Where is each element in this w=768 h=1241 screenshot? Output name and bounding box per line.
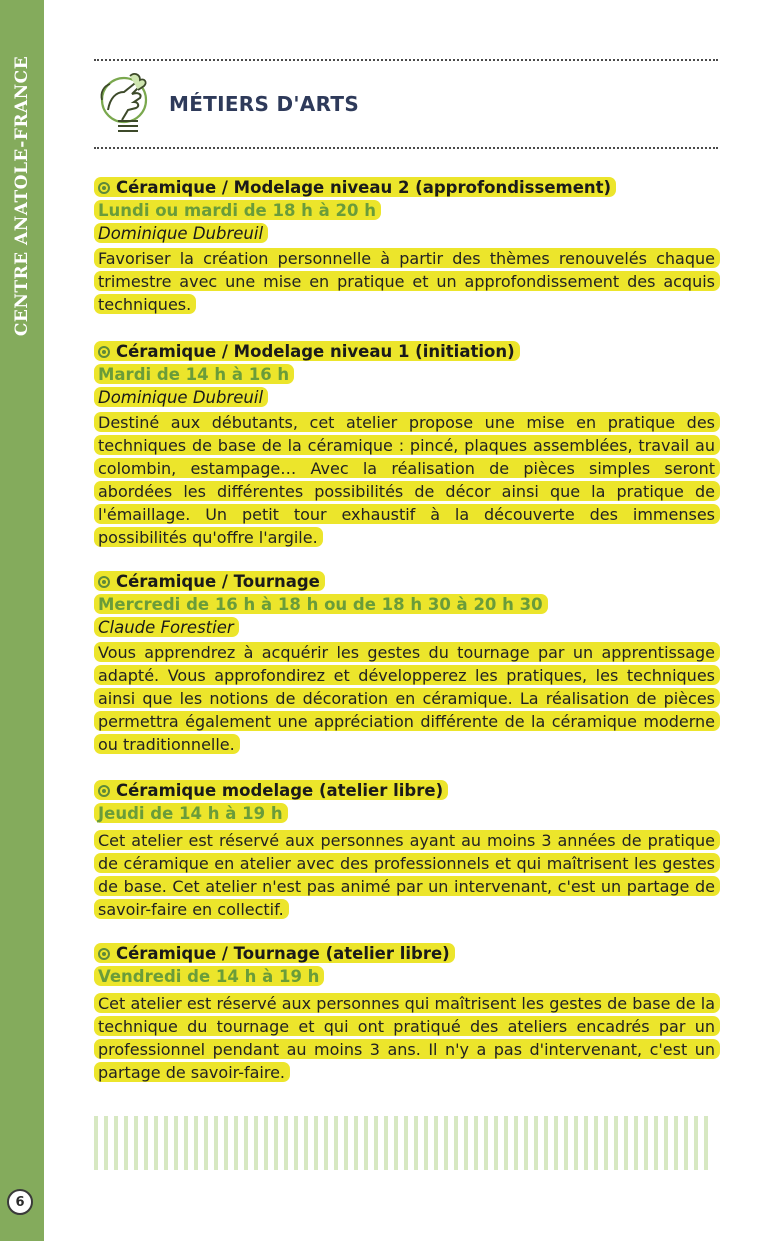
stripe (444, 1116, 448, 1170)
course-description: Favoriser la création personnelle à partir des thèmes renouvelés chaque trimestre avec une mise en pratique et un approfondissement des acquis techniques. (94, 248, 720, 314)
course-description: Vous apprendrez à acquérir les gestes du tournage par un apprentissage adapté. Vous approfondirez et développerez les pratiques, les techniques ainsi que les notions de décoration en céramique. La réalisation de pièces permettra également une appréciation différente de la céramique moderne ou traditionnelle. (94, 642, 720, 754)
stripe (174, 1116, 178, 1170)
stripe (574, 1116, 578, 1170)
course-title: Céramique / Tournage (atelier libre) (116, 944, 450, 963)
stripe (304, 1116, 308, 1170)
bullet-icon (98, 576, 110, 588)
stripe (374, 1116, 378, 1170)
course-title: Céramique / Tournage (116, 572, 320, 591)
course-title: Céramique modelage (atelier libre) (116, 781, 444, 800)
course-section (94, 340, 720, 549)
decorative-stripes (94, 1116, 716, 1170)
stripe (634, 1116, 638, 1170)
stripe (94, 1116, 98, 1170)
stripe (594, 1116, 598, 1170)
stripe (624, 1116, 628, 1170)
stripe (314, 1116, 318, 1170)
stripe (344, 1116, 348, 1170)
stripe (664, 1116, 668, 1170)
stripe (654, 1116, 658, 1170)
hands-crafting-icon (94, 70, 154, 136)
bullet-icon (98, 948, 110, 960)
stripe (464, 1116, 468, 1170)
course-time: Lundi ou mardi de 18 h à 20 h (94, 200, 381, 220)
stripe (564, 1116, 568, 1170)
header-bottom-divider (94, 147, 718, 149)
stripe (104, 1116, 108, 1170)
stripe (154, 1116, 158, 1170)
stripe (554, 1116, 558, 1170)
stripe (394, 1116, 398, 1170)
course-section (94, 779, 720, 921)
stripe (204, 1116, 208, 1170)
stripe (514, 1116, 518, 1170)
stripe (484, 1116, 488, 1170)
stripe (234, 1116, 238, 1170)
stripe (194, 1116, 198, 1170)
course-time: Mardi de 14 h à 16 h (94, 364, 294, 384)
stripe (684, 1116, 688, 1170)
course-section (94, 176, 720, 316)
course-teacher: Dominique Dubreuil (94, 223, 268, 243)
course-time: Mercredi de 16 h à 18 h ou de 18 h 30 à 20 h 30 (94, 594, 548, 614)
stripe (264, 1116, 268, 1170)
course-teacher: Dominique Dubreuil (94, 387, 268, 407)
stripe (324, 1116, 328, 1170)
course-teacher: Claude Forestier (94, 617, 239, 637)
stripe (144, 1116, 148, 1170)
course-title: Céramique / Modelage niveau 1 (initiation) (116, 342, 515, 361)
stripe (384, 1116, 388, 1170)
page-title: MÉTIERS D'ARTS (169, 92, 360, 116)
stripe (524, 1116, 528, 1170)
stripe (454, 1116, 458, 1170)
course-section (94, 942, 720, 1084)
course-title: Céramique / Modelage niveau 2 (approfondissement) (116, 178, 612, 197)
stripe (114, 1116, 118, 1170)
stripe (494, 1116, 498, 1170)
stripe (504, 1116, 508, 1170)
stripe (134, 1116, 138, 1170)
stripe (424, 1116, 428, 1170)
stripe (244, 1116, 248, 1170)
stripe (614, 1116, 618, 1170)
stripe (544, 1116, 548, 1170)
bullet-icon (98, 182, 110, 194)
stripe (704, 1116, 708, 1170)
stripe (474, 1116, 478, 1170)
stripe (364, 1116, 368, 1170)
page-number: 6 (7, 1189, 33, 1215)
course-description: Cet atelier est réservé aux personnes qui maîtrisent les gestes de base de la technique du tournage et qui ont pratiqué des ateliers encadrés par un professionnel pendant au moins 3 ans. Il n'y a pas d'intervenant, c'est un partage de savoir-faire. (94, 993, 720, 1082)
course-description: Cet atelier est réservé aux personnes ayant au moins 3 années de pratique de céramique en atelier avec des professionnels et qui maîtrisent les gestes de base. Cet atelier n'est pas animé par un intervenant, c'est un partage de savoir-faire en collectif. (94, 830, 720, 919)
course-time: Jeudi de 14 h à 19 h (94, 803, 288, 823)
top-divider (94, 59, 718, 61)
stripe (414, 1116, 418, 1170)
stripe (284, 1116, 288, 1170)
course-description: Destiné aux débutants, cet atelier propose une mise en pratique des techniques de base de la céramique : pincé, plaques assemblées, travail au colombin, estampage… Avec la réalisation de pièces simples seront abordées les différentes possibilités de décor ainsi que la pratique de l'émaillage. Un petit tour exhaustif à la découverte des immenses possibilités qu'offre l'argile. (94, 412, 720, 547)
sidebar (0, 0, 44, 1241)
stripe (254, 1116, 258, 1170)
stripe (584, 1116, 588, 1170)
bullet-icon (98, 785, 110, 797)
stripe (674, 1116, 678, 1170)
stripe (334, 1116, 338, 1170)
stripe (694, 1116, 698, 1170)
stripe (184, 1116, 188, 1170)
sidebar-label: CENTRE ANATOLE-FRANCE (12, 55, 32, 337)
stripe (294, 1116, 298, 1170)
stripe (164, 1116, 168, 1170)
stripe (354, 1116, 358, 1170)
course-time: Vendredi de 14 h à 19 h (94, 966, 324, 986)
stripe (274, 1116, 278, 1170)
stripe (604, 1116, 608, 1170)
stripe (644, 1116, 648, 1170)
course-section (94, 570, 720, 756)
stripe (534, 1116, 538, 1170)
bullet-icon (98, 346, 110, 358)
stripe (124, 1116, 128, 1170)
stripe (214, 1116, 218, 1170)
stripe (404, 1116, 408, 1170)
stripe (224, 1116, 228, 1170)
stripe (434, 1116, 438, 1170)
